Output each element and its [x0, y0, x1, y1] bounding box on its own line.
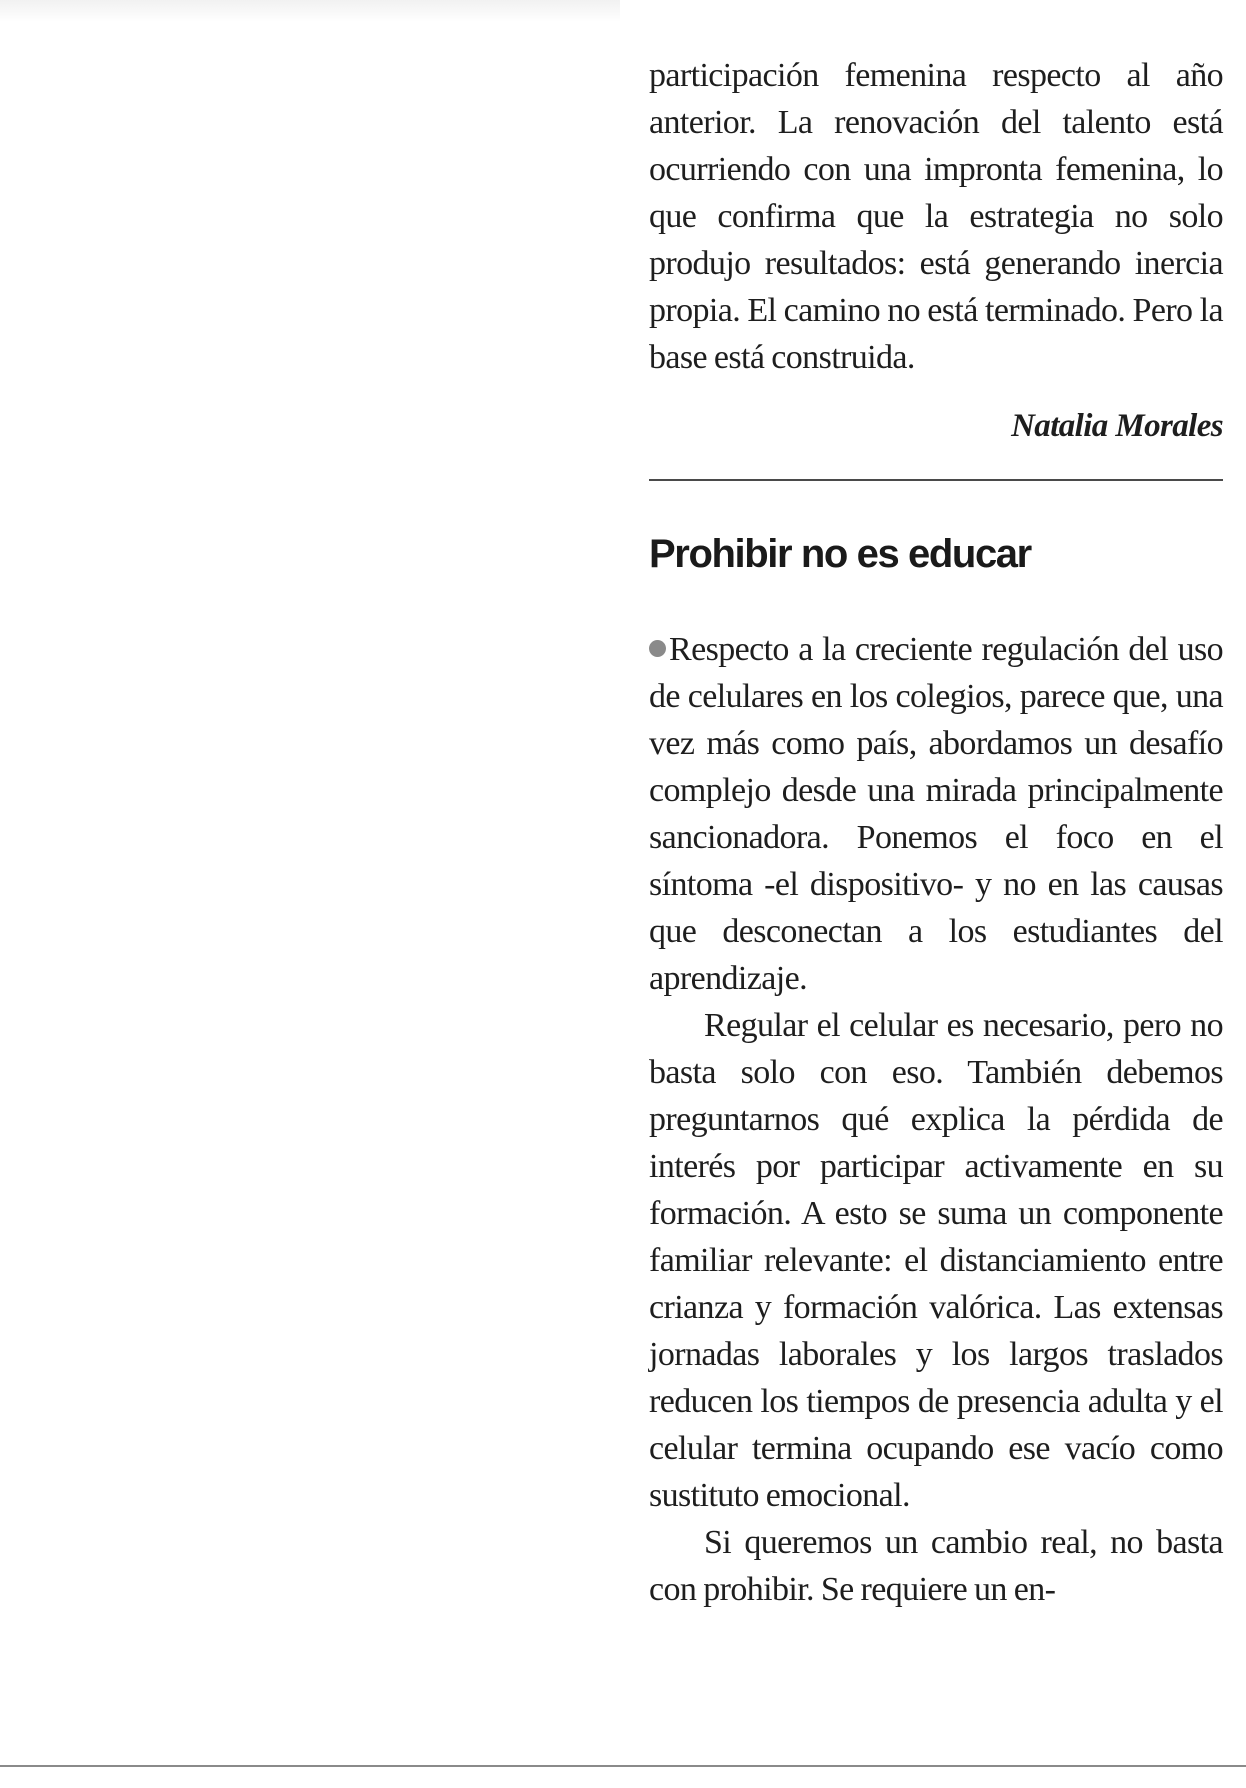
letter-body: [649, 626, 1223, 1613]
previous-letter-paragraph: participación femenina respecto al año anterior. La renovación del talento está ocurriendo con una impronta femenina, lo que confirma que la estrategia no solo produjo resultados: está generando inercia propia. El camino no está terminado. Pero la base está construida.: [649, 57, 1223, 376]
letter-paragraph-2: Regular el celular es necesario, pero no basta solo con eso. También debemos preguntarnos qué explica la pérdida de interés por participar activamente en su formación. A esto se suma un componente familiar relevante: el distanciamiento entre crianza y formación valórica. Las extensas jornadas laborales y los largos traslados reducen los tiempos de presencia adulta y el celular termina ocupando ese vacío como sustituto emocional.: [649, 1007, 1223, 1514]
bullet-icon: [649, 640, 666, 657]
newspaper-column: [649, 52, 1223, 1613]
scan-edge-shadow: [0, 0, 620, 22]
previous-letter-author: Natalia Morales: [1011, 408, 1223, 444]
letter-headline: Prohibir no es educar: [649, 532, 1031, 576]
letter-paragraph-1: [649, 626, 1223, 1002]
page-bottom-rule: [0, 1765, 1246, 1767]
letter-paragraph-3: Si queremos un cambio real, no basta con prohibir. Se requiere un en-: [649, 1524, 1223, 1608]
letter-paragraph-1-text: Respecto a la creciente regulación del uso de celulares en los colegios, parece que, una vez más como país, abordamos un desafío complejo desde una mirada principalmente sancionadora. Ponemos el foco en el síntoma -el dispositivo- y no en las causas que desconectan a los estudiantes del aprendizaje.: [649, 631, 1223, 997]
section-divider: [649, 479, 1223, 481]
